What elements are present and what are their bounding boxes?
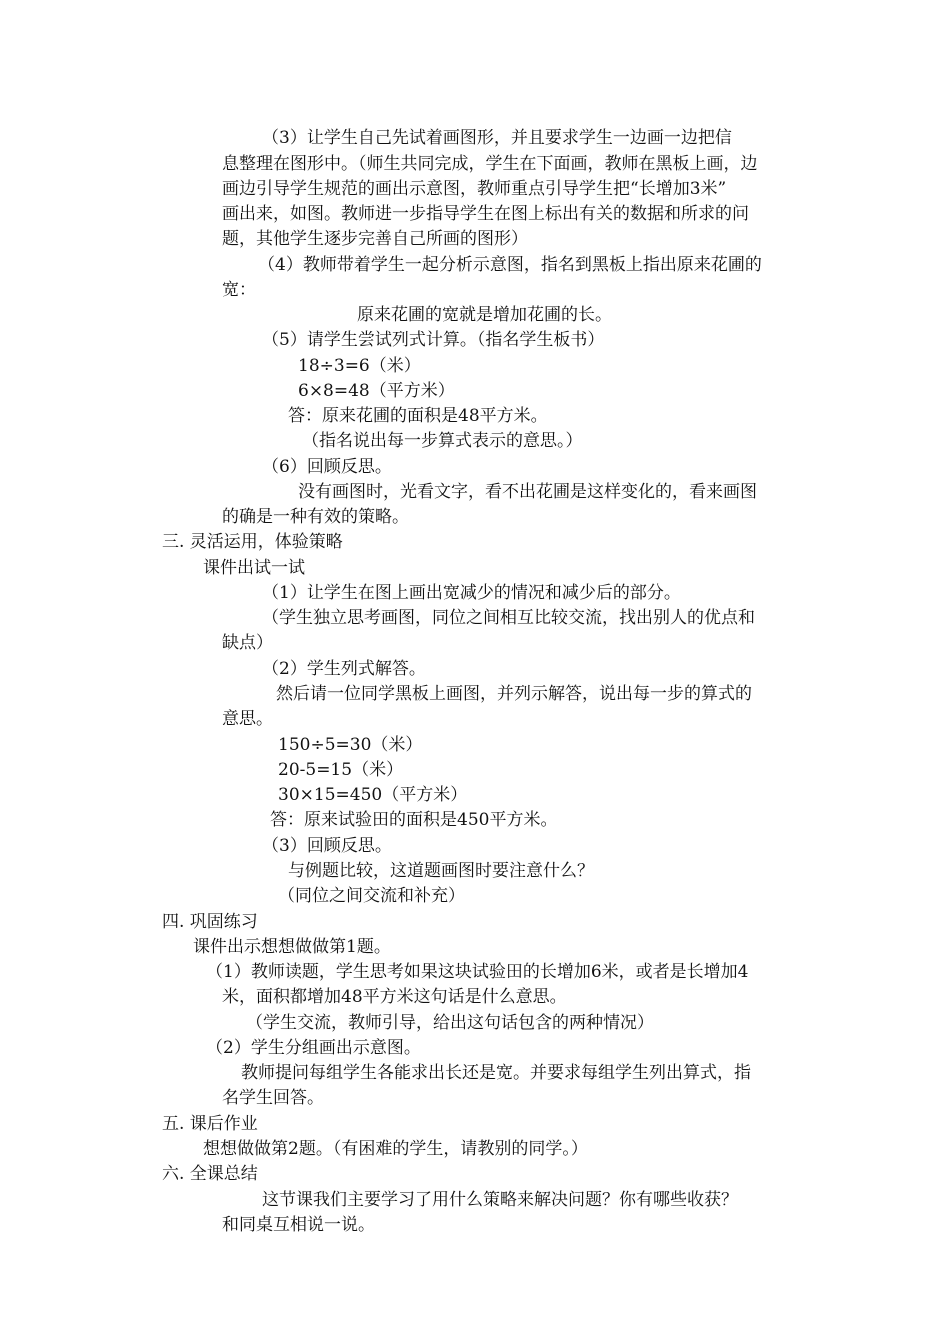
paragraph-line: （3）让学生自己先试着画图形，并且要求学生一边画一边把信 [262, 128, 732, 148]
paragraph-line: 缺点） [222, 633, 273, 653]
paragraph-line: （同位之间交流和补充） [278, 886, 465, 906]
paragraph-line: 没有画图时，光看文字，看不出花圃是这样变化的，看来画图 [298, 482, 757, 502]
paragraph-line: 课件出试一试 [203, 558, 305, 578]
paragraph-line: （3）回顾反思。 [262, 836, 392, 856]
paragraph-line: 宽： [222, 280, 256, 300]
formula-line: 30×15=450（平方米） [278, 785, 468, 805]
paragraph-line: （4）教师带着学生一起分析示意图，指名到黑板上指出原来花圃的 [258, 255, 762, 275]
paragraph-line: （6）回顾反思。 [262, 457, 392, 477]
paragraph-line: 这节课我们主要学习了用什么策略来解决问题？你有哪些收获？ [262, 1190, 738, 1210]
paragraph-line: （学生交流，教师引导，给出这句话包含的两种情况） [246, 1013, 654, 1033]
paragraph-line: （2）学生分组画出示意图。 [206, 1038, 421, 1058]
answer-line: 答：原来花圃的面积是48平方米。 [288, 406, 548, 426]
formula-line: 18÷3=6（米） [298, 356, 421, 376]
paragraph-line: 画边引导学生规范的画出示意图，教师重点引导学生把“长增加3米” [222, 179, 727, 199]
paragraph-line: 的确是一种有效的策略。 [222, 507, 409, 527]
paragraph-line: 原来花圃的宽就是增加花圃的长。 [357, 305, 612, 325]
paragraph-line: （2）学生列式解答。 [262, 659, 426, 679]
paragraph-line: （指名说出每一步算式表示的意思。） [302, 431, 583, 451]
paragraph-line: 意思。 [222, 709, 273, 729]
section-heading: 六. 全课总结 [162, 1164, 258, 1184]
paragraph-line: 想想做做第2题。（有困难的学生，请教别的同学。） [203, 1139, 588, 1159]
paragraph-line: 题，其他学生逐步完善自己所画的图形） [222, 229, 528, 249]
paragraph-line: 教师提问每组学生各能求出长还是宽。并要求每组学生列出算式，指 [241, 1063, 751, 1083]
paragraph-line: 与例题比较，这道题画图时要注意什么？ [288, 861, 594, 881]
formula-line: 6×8=48（平方米） [298, 381, 455, 401]
paragraph-line: 米，面积都增加48平方米这句话是什么意思。 [222, 987, 567, 1007]
paragraph-line: （1）教师读题，学生思考如果这块试验田的长增加6米，或者是长增加4 [206, 962, 749, 982]
formula-line: 20-5=15（米） [278, 760, 404, 780]
paragraph-line: （5）请学生尝试列式计算。（指名学生板书） [262, 330, 605, 350]
section-heading: 三. 灵活运用，体验策略 [162, 532, 343, 552]
paragraph-line: （1）让学生在图上画出宽减少的情况和减少后的部分。 [262, 583, 681, 603]
paragraph-line: 名学生回答。 [222, 1088, 324, 1108]
paragraph-line: 画出来，如图。教师进一步指导学生在图上标出有关的数据和所求的问 [222, 204, 749, 224]
paragraph-line: 然后请一位同学黑板上画图，并列示解答，说出每一步的算式的 [276, 684, 752, 704]
paragraph-line: 息整理在图形中。（师生共同完成，学生在下面画，教师在黑板上画，边 [222, 154, 758, 174]
formula-line: 150÷5=30（米） [278, 735, 423, 755]
section-heading: 五. 课后作业 [162, 1114, 258, 1134]
paragraph-line: （学生独立思考画图，同位之间相互比较交流，找出别人的优点和 [262, 608, 755, 628]
section-heading: 四. 巩固练习 [162, 912, 258, 932]
answer-line: 答：原来试验田的面积是450平方米。 [270, 810, 558, 830]
paragraph-line: 课件出示想想做做第1题。 [193, 937, 391, 957]
paragraph-line: 和同桌互相说一说。 [222, 1215, 375, 1235]
